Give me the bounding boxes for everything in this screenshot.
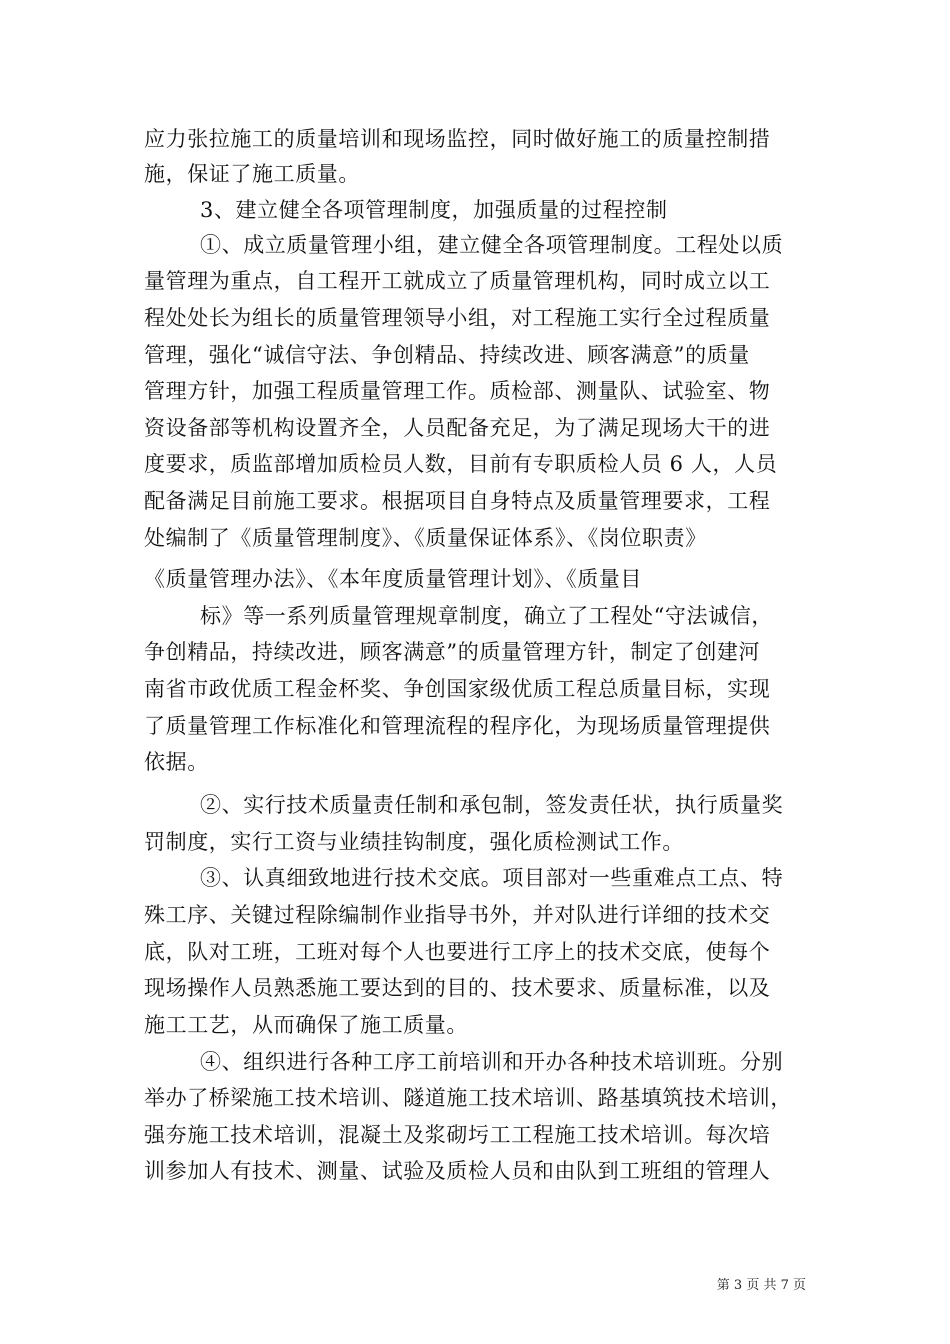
text-line: ①、成立质量管理小组，建立健全各项管理制度。工程处以质 — [200, 233, 784, 257]
text-line: 南省市政优质工程金杯奖、争创国家级优质工程总质量目标，实现 — [144, 677, 771, 701]
text-line: ③、认真细致地进行技术交底。项目部对一些重难点工点、特 — [200, 866, 784, 890]
text-line: 罚制度，实行工资与业绩挂钩制度，强化质检测试工作。 — [144, 830, 684, 854]
text-line: 训参加人有技术、测量、试验及质检人员和由队到工班组的管理人 — [144, 1159, 771, 1183]
text-line: 处编制了《质量管理制度》、《质量保证体系》、《岗位职责》 — [144, 526, 707, 550]
text-line: 标》等一系列质量管理规章制度，确立了工程处“守法诚信， — [200, 604, 773, 628]
text-line: 应力张拉施工的质量培训和现场监控，同时做好施工的质量控制措 — [144, 127, 771, 151]
text-line: 管理方针，加强工程质量管理工作。质检部、测量队、试验室、物 — [144, 379, 771, 403]
text-line: 争创精品，持续改进，顾客满意”的质量管理方针，制定了创建河 — [144, 640, 761, 664]
text-line: 施，保证了施工质量。 — [144, 162, 360, 186]
text-line: 度要求，质监部增加质检员人数，目前有专职质检人员 6 人，人员 — [144, 452, 778, 476]
section-heading: 3、建立健全各项管理制度，加强质量的过程控制 — [200, 198, 668, 222]
text-line: 现场操作人员熟悉施工要达到的目的、技术要求、质量标准，以及 — [144, 976, 771, 1000]
text-line: ④、组织进行各种工序工前培训和开办各种技术培训班。分别 — [200, 1050, 784, 1074]
text-line: 量管理为重点，自工程开工就成立了质量管理机构，同时成立以工 — [144, 269, 771, 293]
text-line: 了质量管理工作标准化和管理流程的程序化，为现场质量管理提供 — [144, 714, 771, 738]
text-line: 殊工序、关键过程除编制作业指导书外，并对队进行详细的技术交 — [144, 903, 771, 927]
page-number: 第 3 页 共 7 页 — [716, 1278, 806, 1293]
text-line: 管理，强化“诚信守法、争创精品、持续改进、顾客满意”的质量 — [144, 343, 750, 367]
text-line: 施工工艺，从而确保了施工质量。 — [144, 1013, 468, 1037]
text-line: 配备满足目前施工要求。根据项目自身特点及质量管理要求，工程 — [144, 489, 771, 513]
text-line: 资设备部等机构设置齐全，人员配备充足，为了满足现场大干的进 — [144, 416, 771, 440]
text-line: ②、实行技术质量责任制和承包制，签发责任状，执行质量奖 — [200, 793, 784, 817]
text-line: 强夯施工技术培训，混凝土及浆砌圬工工程施工技术培训。每次培 — [144, 1123, 771, 1147]
text-line: 底，队对工班，工班对每个人也要进行工序上的技术交底，使每个 — [144, 940, 771, 964]
text-line: 程处处长为组长的质量管理领导小组，对工程施工实行全过程质量 — [144, 306, 771, 330]
text-line: 依据。 — [144, 750, 209, 774]
text-line: 举办了桥梁施工技术培训、隧道施工技术培训、路基填筑技术培训， — [144, 1086, 792, 1110]
text-line: 《质量管理办法》、《本年度质量管理计划》、《质量目 — [144, 567, 642, 591]
